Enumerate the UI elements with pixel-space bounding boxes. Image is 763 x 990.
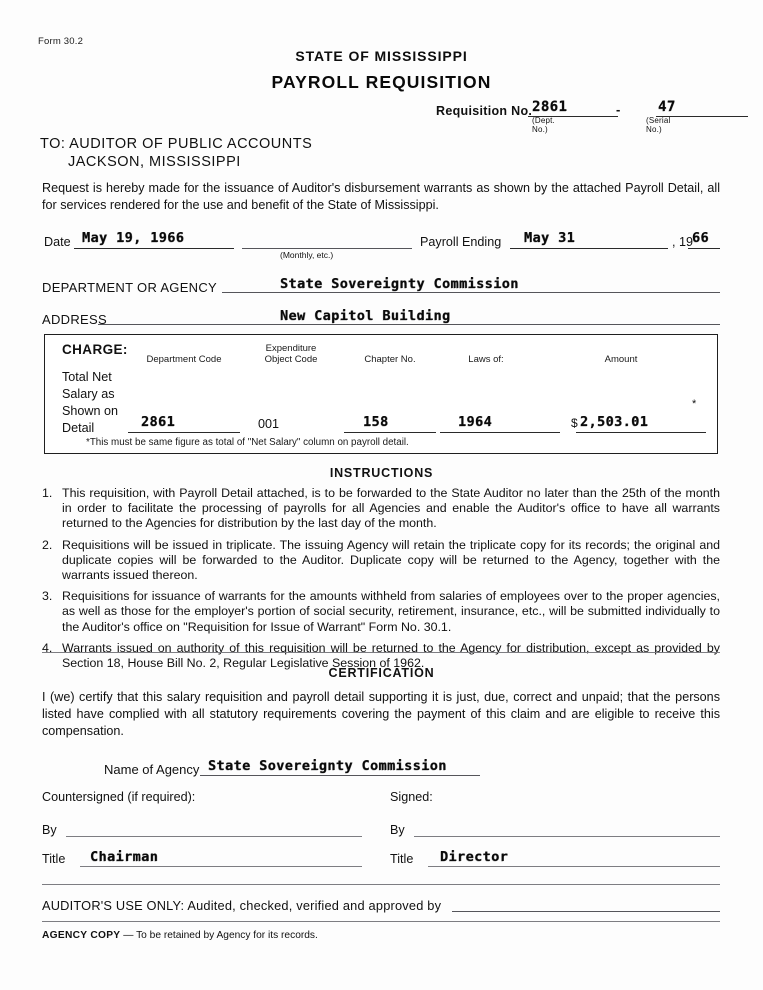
instruction-number: 2.	[42, 537, 53, 552]
address-value: New Capitol Building	[280, 308, 451, 324]
title-left-value: Chairman	[90, 849, 159, 865]
requisition-dept-rule	[528, 116, 618, 117]
payroll-ending-value: May 31	[524, 230, 576, 246]
title-right-label: Title	[390, 852, 414, 866]
charge-laws-of-rule	[440, 432, 560, 433]
charge-dollar-sign: $	[571, 416, 578, 430]
instruction-item	[42, 486, 720, 532]
countersigned-label: Countersigned (if required):	[42, 790, 196, 804]
department-label: DEPARTMENT OR AGENCY	[42, 280, 218, 295]
by-left-label: By	[42, 823, 57, 837]
column-header-department-code: Department Code	[146, 354, 222, 365]
charge-department-code-value: 2861	[141, 414, 176, 430]
requisition-dash: -	[616, 102, 621, 117]
request-paragraph: Request is hereby made for the issuance of Auditor's disbursement warrants as shown by the attached Payroll Detail, all for services rendered for the use and benefit of the State of Mississippi.	[42, 181, 720, 212]
requisition-number-row	[436, 99, 676, 134]
title-right-value: Director	[440, 849, 509, 865]
auditor-use-only-label: AUDITOR'S USE ONLY: Audited, checked, verified and approved by	[42, 898, 442, 913]
instruction-text: This requisition, with Payroll Detail attached, is to be forwarded to the State Auditor no later than the 25th of the month in order to facilitate the processing of payrolls for all Agencies and enable the Auditor's office to have all warrants returned to the Agencies for distribution by the last day of the month.	[62, 486, 720, 531]
instruction-text: Requisitions will be issued in triplicate. The issuing Agency will retain the triplicate copy for its records; the original and duplicate copies will be forwarded to the Auditor. Duplicate copy will be returned to the Agency, together with the warrants issued thereon.	[62, 537, 720, 583]
agency-name-rule	[200, 775, 480, 776]
charge-stub-line-3: Shown on	[62, 404, 119, 418]
requisition-serial-rule	[656, 116, 748, 117]
column-header-object-code-line2: Object Code	[264, 354, 318, 365]
requisition-serial-number-value: 47	[658, 99, 676, 115]
address-rule	[98, 324, 720, 325]
title-left-rule[interactable]	[80, 866, 362, 867]
payroll-ending-label: Payroll Ending	[420, 235, 502, 249]
serial-no-caption: (Serial No.)	[646, 116, 671, 134]
column-header-laws-of: Laws of:	[468, 354, 504, 365]
date-value: May 19, 1966	[82, 230, 185, 246]
year-rule	[688, 248, 720, 249]
agency-copy-row	[42, 930, 318, 941]
instruction-text: Requisitions for issuance of warrants for the amounts withheld from salaries of employees over to the proper agencies, as well as those for the employer's portion of social security, retirement, insurance, etc., will be submitted individually to the Auditor's office on "Requisition for Issue of Warrant" Form No. 30.1.	[62, 589, 720, 634]
instruction-number: 4.	[42, 640, 53, 655]
instruction-item	[42, 589, 720, 635]
charge-box	[44, 334, 718, 454]
charge-heading: CHARGE:	[62, 342, 128, 357]
charge-object-code-value: 001	[258, 417, 280, 431]
instructions-title: INSTRUCTIONS	[329, 466, 434, 480]
agency-copy-note: — To be retained by Agency for its records.	[120, 930, 318, 941]
charge-stub-line-4: Detail	[62, 421, 95, 435]
signed-label: Signed:	[390, 790, 433, 804]
certification-title: CERTIFICATION	[328, 666, 435, 680]
by-left-rule[interactable]	[66, 836, 362, 837]
instructions-list	[42, 486, 720, 677]
monthly-caption: (Monthly, etc.)	[280, 250, 334, 260]
addressee-line-2: JACKSON, MISSISSIPPI	[68, 154, 241, 170]
section-divider-instructions	[42, 652, 720, 653]
department-rule	[222, 292, 720, 293]
payroll-ending-rule	[510, 248, 668, 249]
auditor-approved-by-rule[interactable]	[452, 911, 720, 912]
column-header-object-code	[240, 343, 342, 365]
by-right-label: By	[390, 823, 405, 837]
instruction-item	[42, 538, 720, 584]
date-rule	[74, 248, 234, 249]
addressee-line-1: TO: AUDITOR OF PUBLIC ACCOUNTS	[40, 136, 313, 152]
column-header-amount: Amount	[604, 354, 638, 365]
charge-laws-of-value: 1964	[458, 414, 493, 430]
section-divider-footer	[42, 921, 720, 922]
agency-name-label: Name of Agency	[104, 762, 200, 777]
charge-amount-rule	[576, 432, 706, 433]
instruction-text: Warrants issued on authority of this requisition will be returned to the Agency for distribution, except as provided by Section 18, House Bill No. 2, Regular Legislative Session of 1962.	[62, 640, 720, 671]
form-number: Form 30.2	[38, 36, 84, 47]
state-title: STATE OF MISSISSIPPI	[295, 48, 468, 64]
charge-amount-asterisk: *	[692, 398, 697, 410]
address-label: ADDRESS	[42, 312, 107, 327]
year-prefix-label: , 19	[672, 235, 694, 249]
charge-department-code-rule	[128, 432, 240, 433]
charge-amount-value: 2,503.01	[580, 414, 649, 430]
agency-name-value: State Sovereignty Commission	[208, 758, 447, 774]
monthly-rule	[242, 248, 412, 249]
charge-footnote: *This must be same figure as total of "Net Salary" column on payroll detail.	[86, 437, 409, 448]
instruction-number: 1.	[42, 486, 53, 500]
dept-no-caption: (Dept. No.)	[532, 116, 555, 134]
column-header-object-code-line1: Expenditure	[265, 343, 317, 354]
page-title: PAYROLL REQUISITION	[271, 72, 492, 92]
title-right-rule[interactable]	[428, 866, 720, 867]
by-right-rule[interactable]	[414, 836, 720, 837]
certification-paragraph: I (we) certify that this salary requisition and payroll detail supporting it is just, due, correct and unpaid; that the persons listed have complied with all statutory requirements covering the payment of this claim and are eligible to receive this compensation.	[42, 690, 720, 738]
charge-stub-line-2: Salary as	[62, 387, 115, 401]
date-label: Date	[44, 235, 71, 249]
department-value: State Sovereignty Commission	[280, 276, 519, 292]
instruction-number: 3.	[42, 589, 53, 604]
requisition-number-label: Requisition No.	[436, 104, 533, 118]
charge-chapter-no-value: 158	[363, 414, 389, 430]
title-left-label: Title	[42, 852, 66, 866]
charge-chapter-no-rule	[344, 432, 436, 433]
agency-copy-label: AGENCY COPY	[42, 930, 121, 941]
column-header-chapter-no: Chapter No.	[364, 354, 416, 365]
section-divider-signature	[42, 884, 720, 885]
year-value: 66	[692, 230, 710, 246]
requisition-dept-number-value: 2861	[532, 99, 568, 115]
charge-stub-line-1: Total Net	[62, 370, 112, 384]
